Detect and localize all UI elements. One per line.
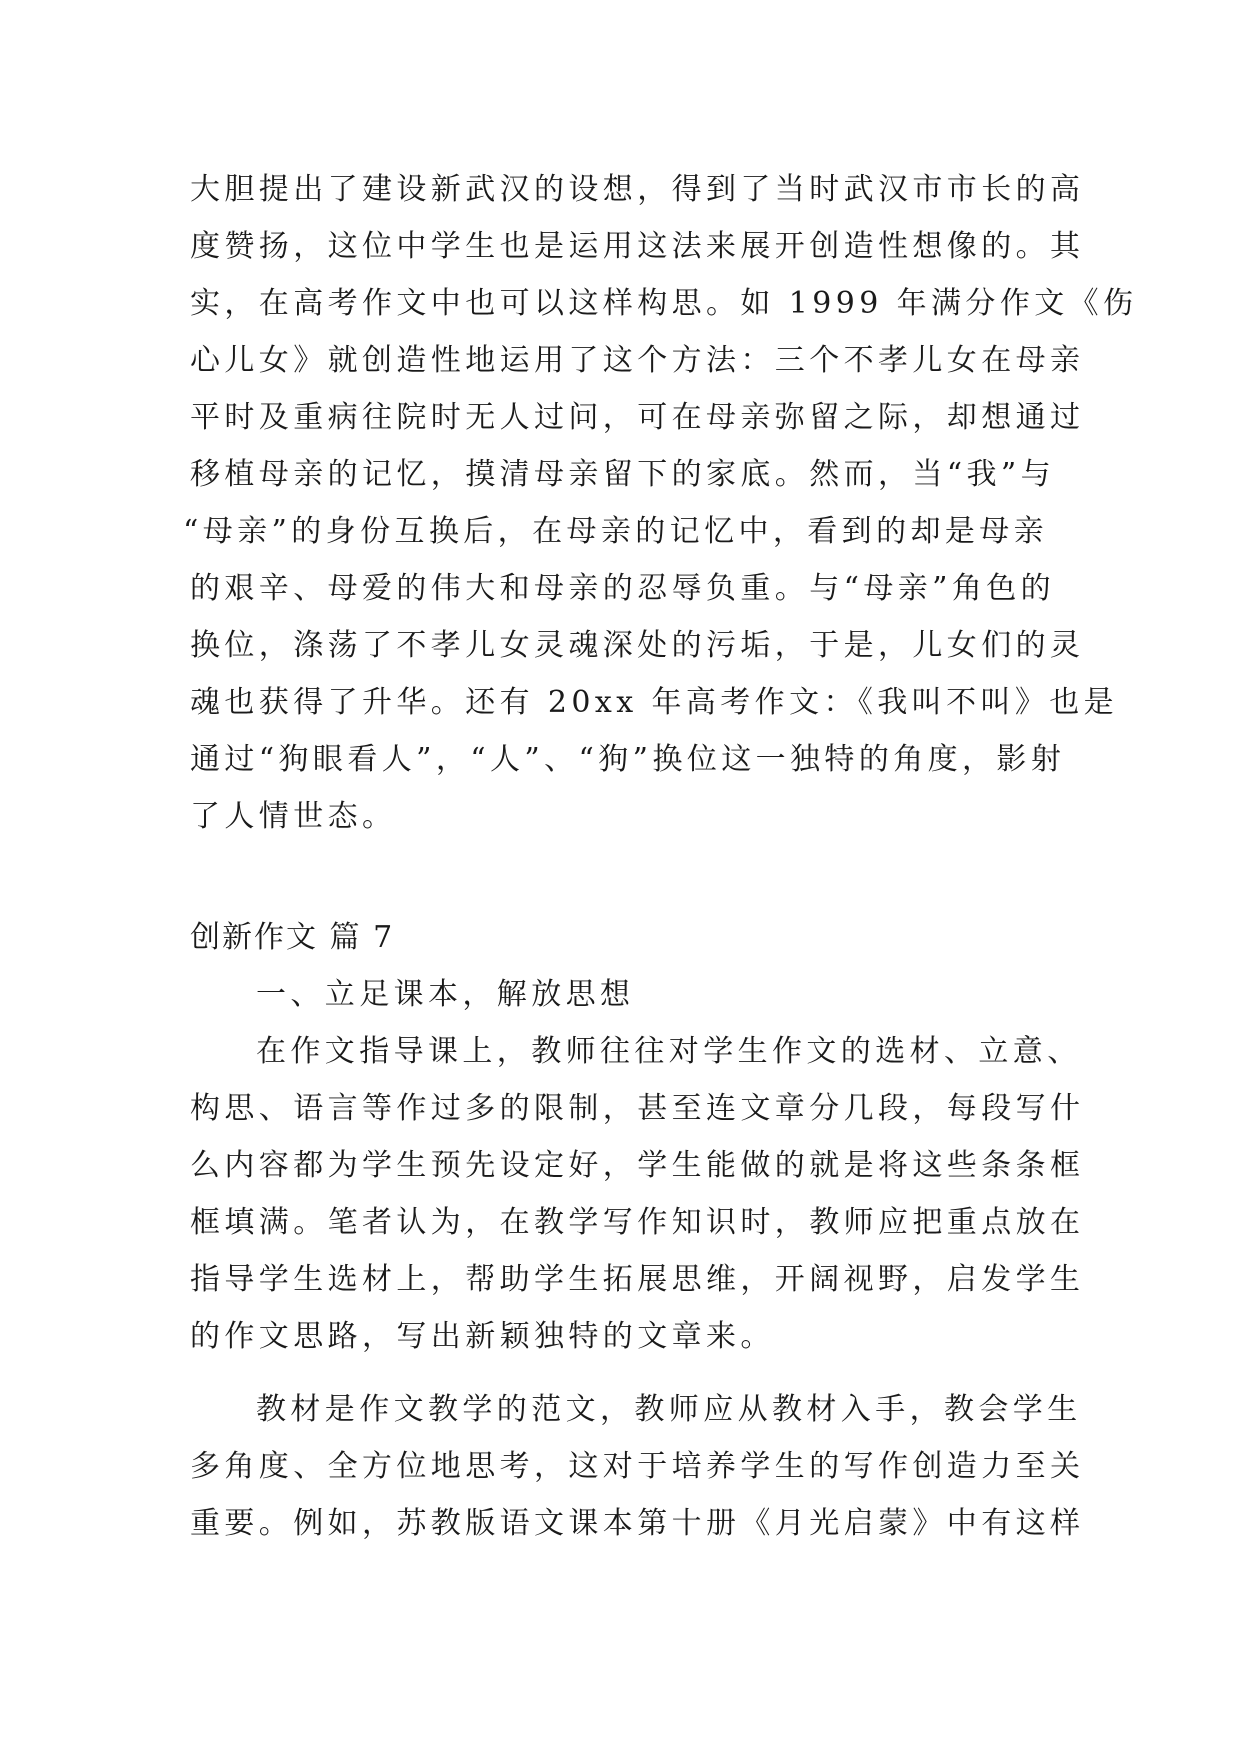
- text-line: 重要。例如，苏教版语文课本第十册《月光启蒙》中有这样: [190, 1506, 1085, 1541]
- text-line: “母亲”的身份互换后，在母亲的记忆中，看到的却是母亲: [183, 514, 1049, 549]
- text-line: 多角度、全方位地思考，这对于培养学生的写作创造力至关: [190, 1449, 1085, 1484]
- text-line: 平时及重病往院时无人过问，可在母亲弥留之际，却想通过: [190, 400, 1085, 435]
- text-line: 教材是作文教学的范文，教师应从教材入手，教会学生: [256, 1392, 1082, 1427]
- text-line: 魂也获得了升华。还有 20xx 年高考作文：《我叫不叫》也是: [190, 685, 1119, 720]
- text-line: 么内容都为学生预先设定好，学生能做的就是将这些条条框: [190, 1148, 1085, 1183]
- text-line: 指导学生选材上，帮助学生拓展思维，开阔视野，启发学生: [190, 1262, 1085, 1297]
- section-title: 创新作文 篇 7: [190, 920, 395, 955]
- text-line: 的作文思路，写出新颖独特的文章来。: [190, 1319, 775, 1354]
- text-line: 框填满。笔者认为，在教学写作知识时，教师应把重点放在: [190, 1205, 1085, 1240]
- text-line: 的艰辛、母爱的伟大和母亲的忍辱负重。与“母亲”角色的: [190, 571, 1056, 606]
- text-line: 了人情世态。: [190, 799, 397, 834]
- text-line: 构思、语言等作过多的限制，甚至连文章分几段，每段写什: [190, 1091, 1085, 1126]
- text-line: 换位，涤荡了不孝儿女灵魂深处的污垢，于是，儿女们的灵: [190, 628, 1085, 663]
- text-line: 大胆提出了建设新武汉的设想，得到了当时武汉市市长的高: [190, 172, 1085, 207]
- text-line: 在作文指导课上，教师往往对学生作文的选材、立意、: [256, 1034, 1082, 1069]
- text-line: 度赞扬，这位中学生也是运用这法来展开创造性想像的。其: [190, 229, 1085, 264]
- text-line: 心儿女》就创造性地运用了这个方法：三个不孝儿女在母亲: [190, 343, 1085, 378]
- text-line: 移植母亲的记忆，摸清母亲留下的家底。然而，当“我”与: [190, 457, 1056, 492]
- subheading: 一、立足课本，解放思想: [256, 977, 635, 1012]
- text-line: 实，在高考作文中也可以这样构思。如 1999 年满分作文《伤: [190, 286, 1138, 321]
- text-line: 通过“狗眼看人”，“人”、“狗”换位这一独特的角度，影射: [190, 742, 1066, 777]
